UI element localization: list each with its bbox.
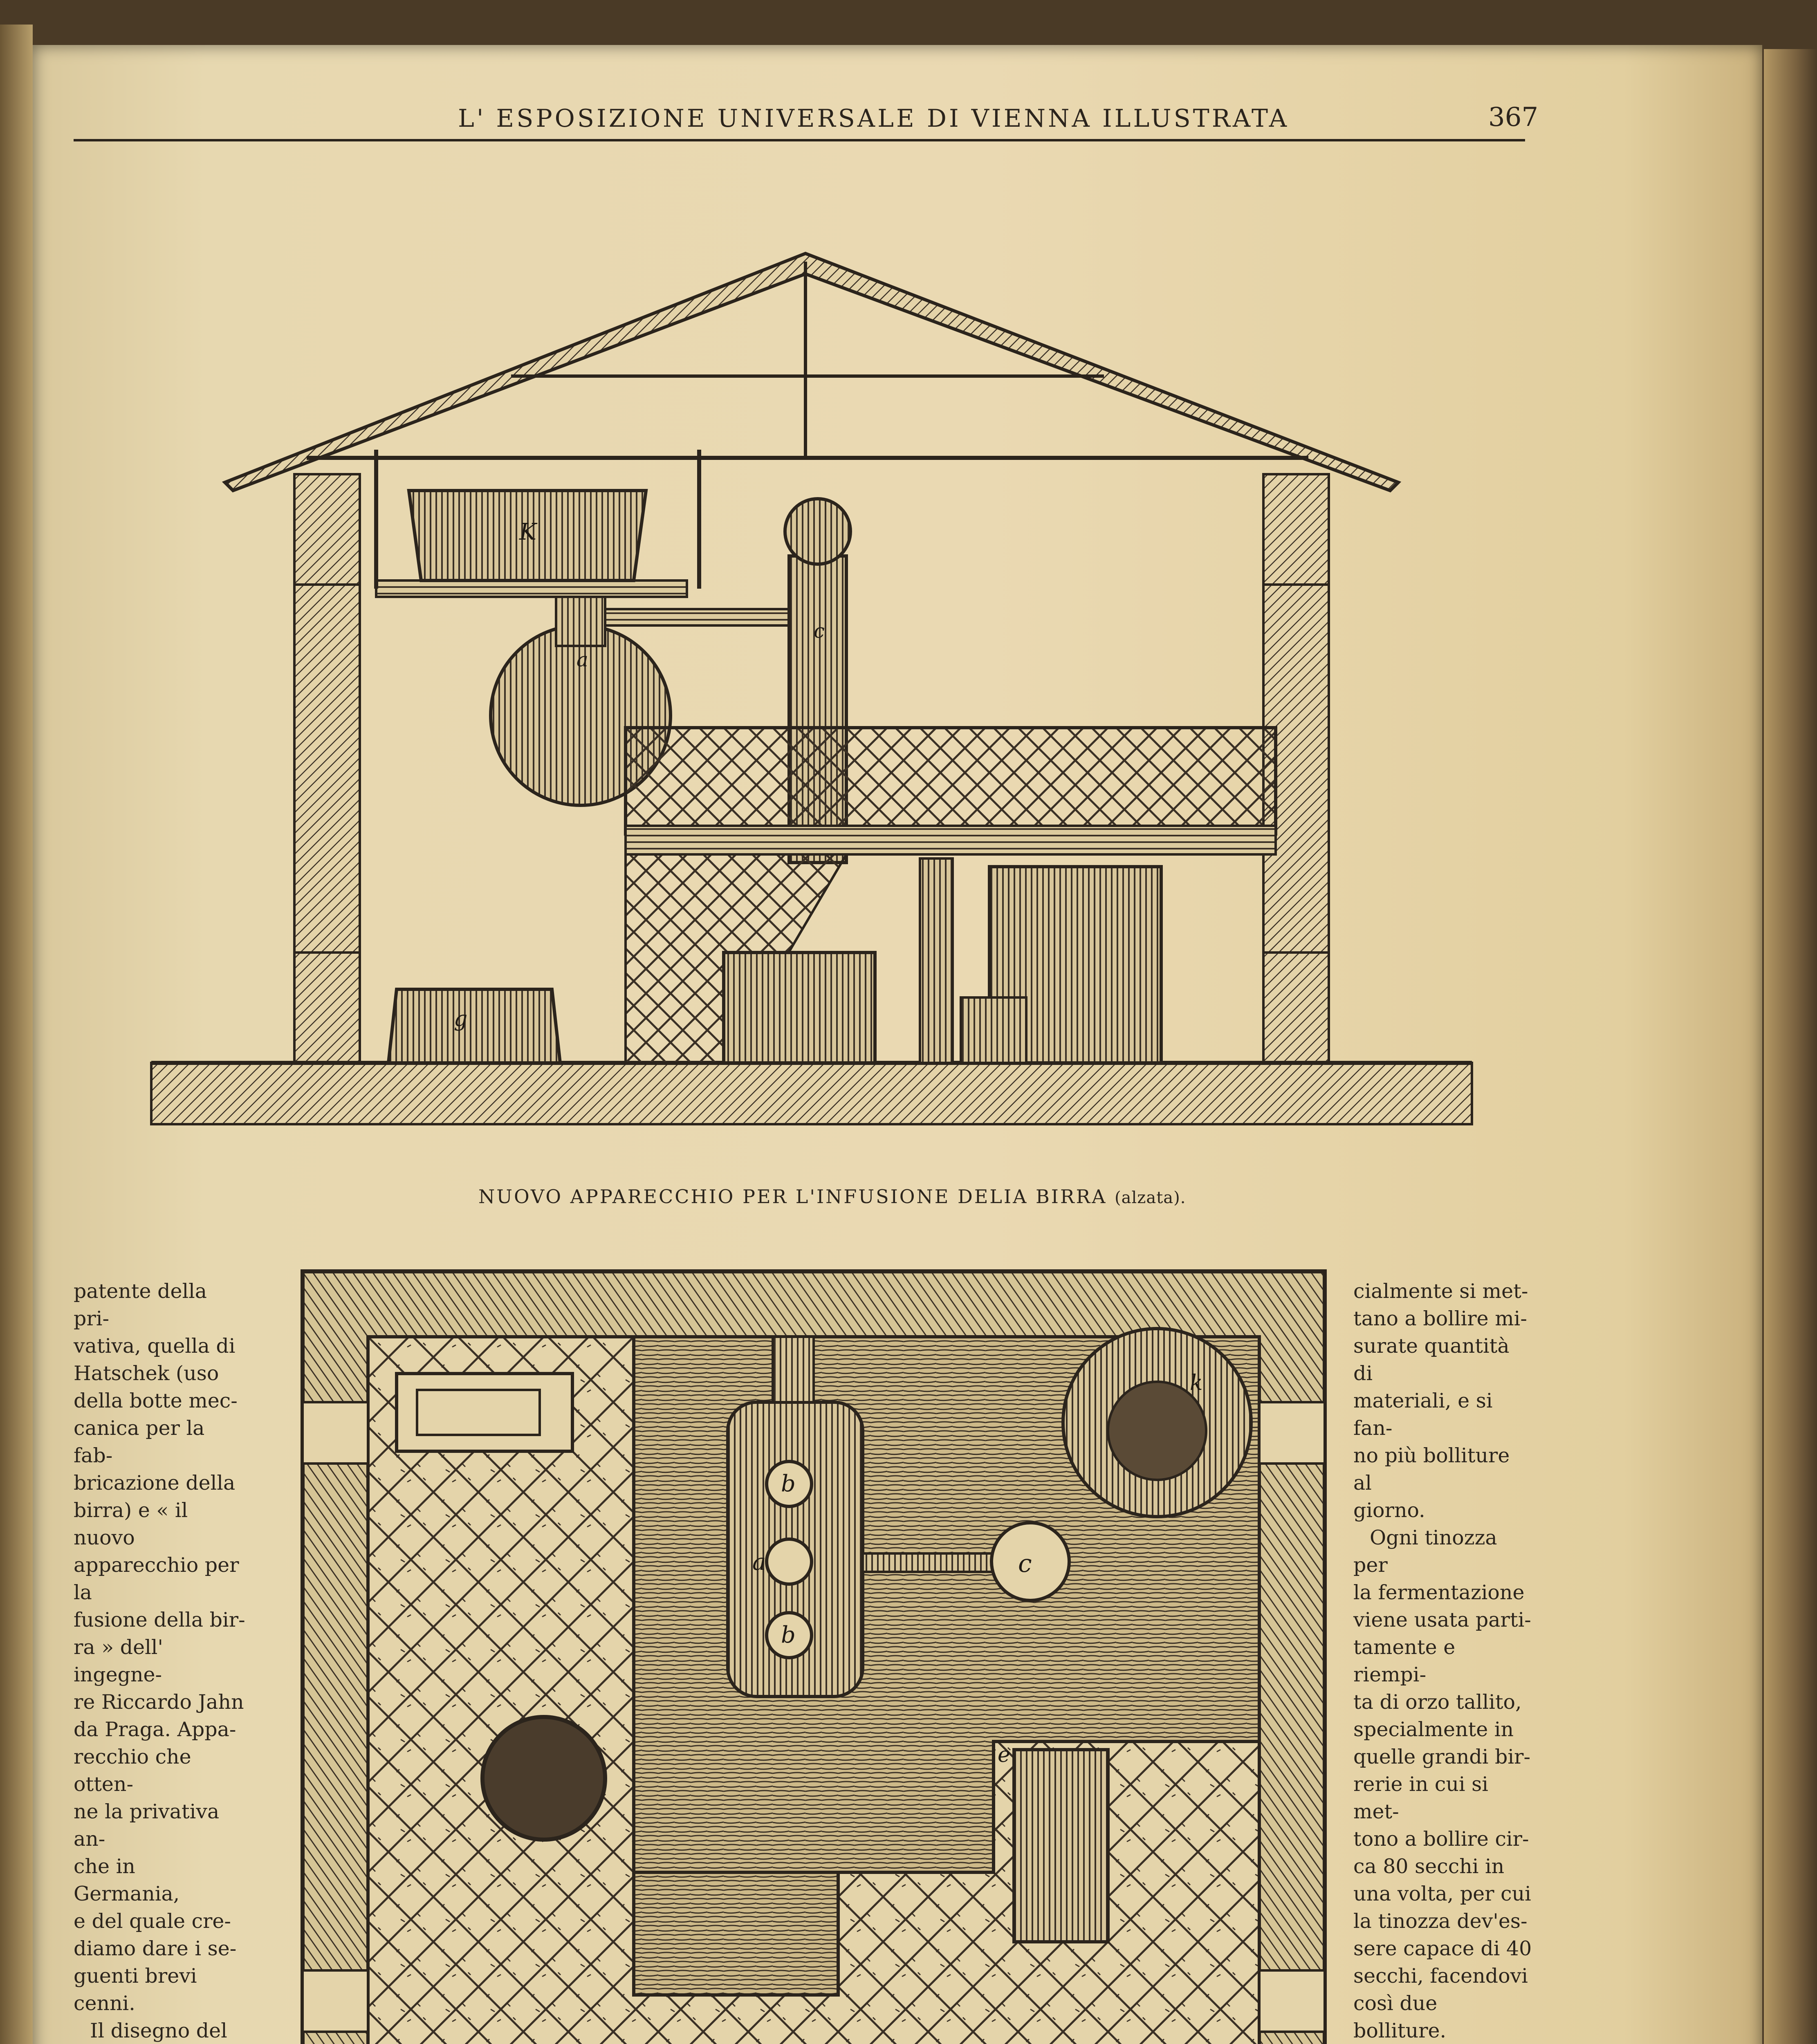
text-line: Il disegno del	[90, 2019, 227, 2042]
text-line: bricazione della	[74, 1471, 236, 1495]
text-line: diamo dare i se-	[74, 1937, 237, 1960]
text-line: da Praga. Appa-	[74, 1718, 236, 1741]
label-a-plan: a	[752, 1549, 766, 1576]
text-line: e del quale cre-	[74, 1910, 231, 1933]
running-title: L' ESPOSIZIONE UNIVERSALE DI VIENNA ILLUSTRATA	[458, 104, 1290, 133]
text-line: ca 80 secchi in	[1353, 1855, 1505, 1878]
text-line: fusione della bir-	[74, 1608, 245, 1632]
elevation-caption	[478, 1186, 1186, 1208]
text-line: giorno.	[1353, 1499, 1425, 1522]
elevation-engraving	[143, 245, 1492, 1165]
text-line: guenti brevi cenni.	[74, 1964, 197, 2015]
label-b2: b	[781, 1622, 796, 1648]
text-line: ne la privativa an-	[74, 1800, 220, 1851]
text-line: tono a bollire cir-	[1353, 1827, 1529, 1851]
text-line: tamente e riempi-	[1353, 1636, 1456, 1686]
text-line: specialmente in	[1353, 1718, 1514, 1741]
header-rule	[74, 139, 1525, 141]
text-line: ta di orzo tallito,	[1353, 1690, 1522, 1714]
text-line: no più bolliture al	[1353, 1444, 1510, 1495]
text-line: la fermentazione	[1353, 1581, 1525, 1604]
text-line: Ogni tinozza per	[1353, 1526, 1497, 1577]
text-line: sere capace di 40	[1353, 1937, 1532, 1960]
elevation-caption-text: NUOVO APPARECCHIO PER L'INFUSIONE DELIA BIRRA	[478, 1186, 1107, 1208]
label-k: K	[519, 519, 536, 545]
text-line: ra » dell' ingegne-	[74, 1636, 163, 1686]
label-e: e	[998, 1743, 1010, 1767]
elevation-caption-suffix: (alzata).	[1115, 1188, 1186, 1207]
adjacent-page-edge	[0, 25, 33, 2044]
right-text-column	[1353, 1278, 1533, 2044]
label-g: g	[454, 1007, 468, 1031]
text-line: della botte mec-	[74, 1389, 238, 1412]
text-line: surate quantità di	[1353, 1334, 1510, 1385]
text-line: canica per la fab-	[74, 1416, 205, 1467]
text-line: la tinozza dev'es-	[1353, 1910, 1528, 1933]
page-number: 367	[1488, 102, 1539, 132]
label-a-elev: a	[577, 648, 588, 671]
plan-engraving	[298, 1267, 1329, 2044]
left-text-column	[74, 1278, 245, 2044]
text-line: vativa, quella di	[74, 1334, 236, 1358]
text-line: viene usata parti-	[1353, 1608, 1531, 1632]
label-b1: b	[781, 1470, 796, 1497]
text-line: rerie in cui si met-	[1353, 1773, 1488, 1823]
text-line: quelle grandi bir-	[1353, 1745, 1531, 1768]
text-line: Hatschek (uso	[74, 1362, 219, 1385]
text-line: così due bolliture.	[1353, 1992, 1447, 2042]
text-line: re Riccardo Jahn	[74, 1690, 244, 1714]
text-line: recchio che otten-	[74, 1745, 191, 1796]
text-line: apparecchio per la	[74, 1553, 239, 1604]
text-line: tano a bollire mi-	[1353, 1307, 1527, 1330]
label-k-plan: k	[1190, 1371, 1203, 1395]
label-c-elev: c	[814, 620, 825, 643]
text-line: patente della pri-	[74, 1280, 207, 1330]
text-line: birra) e « il nuovo	[74, 1499, 188, 1549]
text-line: cialmente si met-	[1353, 1280, 1528, 1303]
text-line: materiali, e si fan-	[1353, 1389, 1493, 1440]
text-line: secchi, facendovi	[1353, 1964, 1528, 1988]
text-line: una volta, per cui	[1353, 1882, 1531, 1905]
label-c-plan: c	[1018, 1549, 1032, 1578]
book-fore-edge	[1764, 49, 1817, 2044]
text-line: che in Germania,	[74, 1855, 180, 1905]
